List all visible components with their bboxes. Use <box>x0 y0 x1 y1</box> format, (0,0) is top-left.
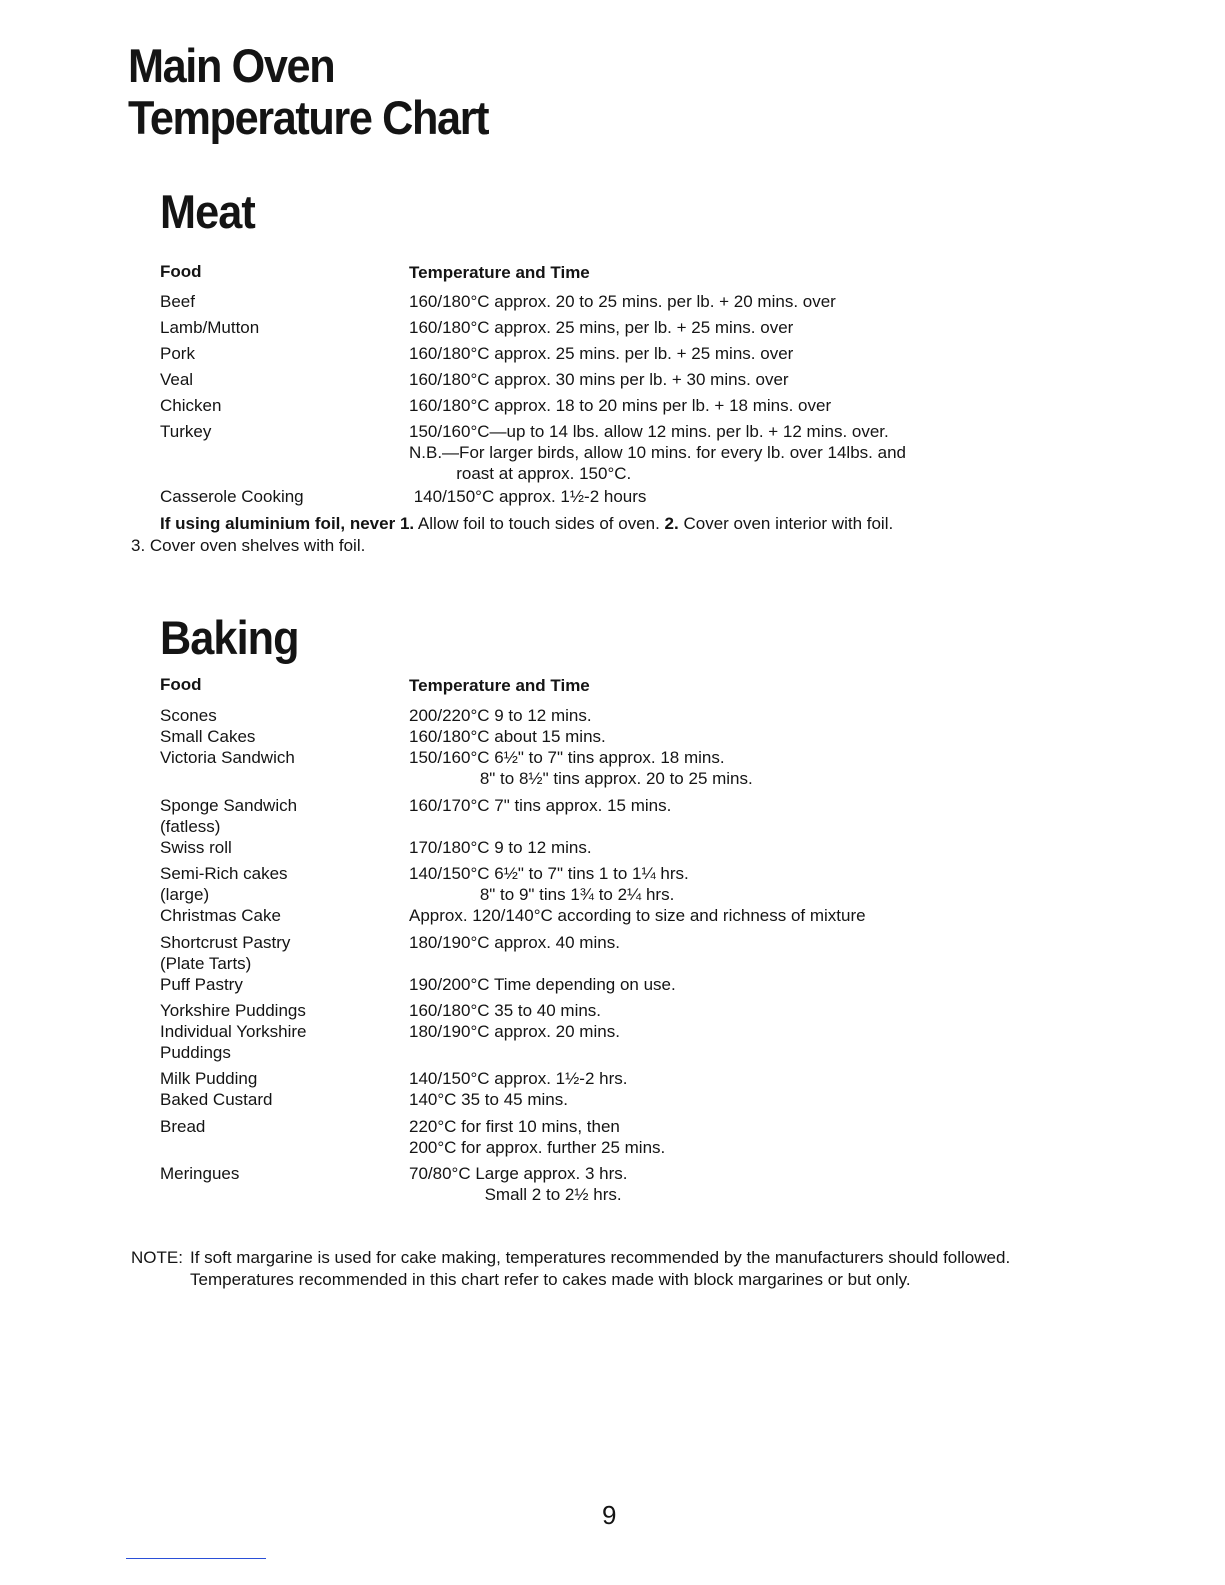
baking-food: Sponge Sandwich (fatless) <box>160 796 298 836</box>
page-title <box>128 40 488 144</box>
baking-temp: 180/190°C approx. 40 mins. <box>409 933 620 952</box>
meat-food-header: Food <box>160 262 202 281</box>
baking-food: Scones <box>160 706 217 725</box>
page-number: 9 <box>602 1500 617 1530</box>
baking-temp: 170/180°C 9 to 12 mins. <box>409 838 592 857</box>
meat-food: Veal <box>160 370 194 389</box>
baking-food: Individual Yorkshire Puddings <box>160 1022 307 1062</box>
meat-food: Chicken <box>160 396 222 415</box>
baking-temp: 70/80°C Large approx. 3 hrs. Small 2 to 2½ hrs. <box>409 1164 628 1204</box>
baking-temp: 200/220°C 9 to 12 mins. <box>409 706 592 725</box>
meat-temp: 160/180°C approx. 25 mins, per lb. + 25 mins. over <box>409 318 794 337</box>
baking-food: Puff Pastry <box>160 975 243 994</box>
meat-food: Beef <box>160 292 195 311</box>
meat-food: Turkey <box>160 422 212 441</box>
meat-food: Casserole Cooking <box>160 487 304 506</box>
baking-temp: 220°C for first 10 mins, then 200°C for approx. further 25 mins. <box>409 1117 666 1157</box>
baking-food: Yorkshire Puddings <box>160 1001 306 1020</box>
baking-temp: 140°C 35 to 45 mins. <box>409 1090 568 1109</box>
foil-warning-num-1: 1. <box>399 514 415 533</box>
baking-food: Bread <box>160 1117 206 1136</box>
baking-temp: 160/180°C 35 to 40 mins. <box>409 1001 602 1020</box>
foil-warning-item-3: 3. Cover oven shelves with foil. <box>131 536 366 555</box>
meat-temp: 140/150°C approx. 1½-2 hours <box>409 487 647 506</box>
baking-food: Baked Custard <box>160 1090 273 1109</box>
foil-warning-lead: If using aluminium foil, never <box>160 514 396 533</box>
baking-food-header: Food <box>160 675 202 694</box>
meat-temp: 160/180°C approx. 20 to 25 mins. per lb. + 20 mins. over <box>409 292 836 311</box>
meat-temp-header: Temperature and Time <box>409 263 590 282</box>
foil-warning <box>160 513 893 534</box>
note-text: If soft margarine is used for cake making, temperatures recommended by the manufacturers should followed. Temperatures recommended in this chart refer to cakes made with block margarines or but only. <box>190 1248 1011 1289</box>
baking-food: Meringues <box>160 1164 240 1183</box>
baking-food: Christmas Cake <box>160 906 281 925</box>
baking-temp: 160/180°C about 15 mins. <box>409 727 606 746</box>
foil-warning-item-2: Cover oven interior with foil. <box>678 514 894 533</box>
baking-food: Milk Pudding <box>160 1069 258 1088</box>
meat-food: Lamb/Mutton <box>160 318 260 337</box>
meat-temp: 160/180°C approx. 18 to 20 mins per lb. + 18 mins. over <box>409 396 832 415</box>
baking-heading: Baking <box>160 611 299 664</box>
baking-food: Semi-Rich cakes (large) <box>160 864 288 904</box>
meat-temp: 150/160°C—up to 14 lbs. allow 12 mins. per lb. + 12 mins. over. N.B.—For larger birds, allow 10 mins. for every lb. over 14lbs. and roast at approx. 150°C. <box>409 422 906 483</box>
foil-warning-item-1: Allow foil to touch sides of oven. <box>414 514 665 533</box>
meat-food: Pork <box>160 344 195 363</box>
baking-temp: 160/170°C 7" tins approx. 15 mins. <box>409 796 672 815</box>
meat-heading: Meat <box>160 185 255 238</box>
meat-temp: 160/180°C approx. 30 mins per lb. + 30 mins. over <box>409 370 789 389</box>
page-title-line-1: Main Oven <box>128 39 335 92</box>
foil-warning-num-2: 2. <box>664 514 679 533</box>
baking-food: Small Cakes <box>160 727 256 746</box>
baking-temp: 140/150°C approx. 1½-2 hrs. <box>409 1069 628 1088</box>
baking-temp: 180/190°C approx. 20 mins. <box>409 1022 620 1041</box>
baking-food: Victoria Sandwich <box>160 748 295 767</box>
baking-temp: 150/160°C 6½" to 7" tins approx. 18 mins. 8" to 8½" tins approx. 20 to 25 mins. <box>409 748 753 788</box>
baking-temp: Approx. 120/140°C according to size and richness of mixture <box>409 906 866 925</box>
baking-food: Swiss roll <box>160 838 232 857</box>
baking-temp-header: Temperature and Time <box>409 676 590 695</box>
meat-temp: 160/180°C approx. 25 mins. per lb. + 25 mins. over <box>409 344 794 363</box>
baking-temp: 190/200°C Time depending on use. <box>409 975 676 994</box>
baking-food: Shortcrust Pastry (Plate Tarts) <box>160 933 291 973</box>
baking-temp: 140/150°C 6½" to 7" tins 1 to 1¼ hrs. 8" to 9" tins 1¾ to 2¼ hrs. <box>409 864 689 904</box>
footer-rule <box>126 1558 266 1559</box>
note-label: NOTE: <box>131 1248 183 1267</box>
page-title-line-2: Temperature Chart <box>128 91 489 144</box>
